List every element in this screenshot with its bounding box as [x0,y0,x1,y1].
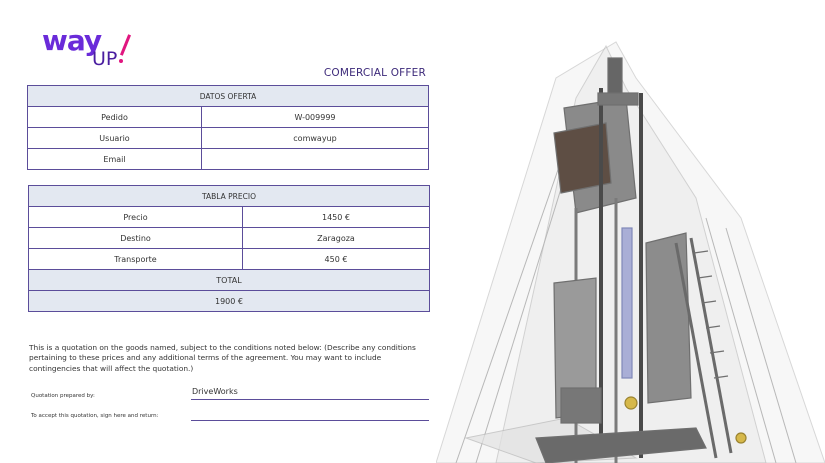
table-row [29,291,430,312]
usuario-label: Usuario [28,128,202,149]
table-row [28,107,429,128]
transporte-value: 450 € [243,249,430,270]
wayup-logo [40,14,130,72]
table-row [28,149,429,170]
pedido-label: Pedido [28,107,202,128]
logo-accent-stroke [120,34,131,56]
table-header-row [28,86,429,107]
precio-label: Precio [29,207,243,228]
logo-accent-dot [119,59,123,63]
table-row [29,228,430,249]
email-label: Email [28,149,202,170]
email-value [202,149,429,170]
table-row [29,207,430,228]
tabla-precio-table [28,185,430,312]
signature-line[interactable] [191,420,429,421]
precio-value: 1450 € [243,207,430,228]
table-row [29,270,430,291]
table-header-row [29,186,430,207]
table-row [28,128,429,149]
transporte-label: Transporte [29,249,243,270]
destino-value: Zaragoza [243,228,430,249]
accept-label: To accept this quotation, sign here and return: [31,413,159,419]
total-value: 1900 € [29,291,430,312]
destino-label: Destino [29,228,243,249]
datos-oferta-header: DATOS OFERTA [28,86,429,107]
prepared-by-line [191,399,429,400]
logo-suffix: UP [92,48,118,70]
table-row [29,249,430,270]
tabla-precio-header: TABLA PRECIO [29,186,430,207]
prepared-by-label: Quotation prepared by: [31,393,95,399]
terms-text: This is a quotation on the goods named, subject to the conditions noted below: (Describe any conditions pertaining to these prices and any additional terms of the agreement. You may want to include contingencies that will affect the quotation.) [29,343,416,373]
prepared-by-value: DriveWorks [192,387,238,396]
logo-word: way [42,24,102,57]
page-title: COMERCIAL OFFER [323,67,426,79]
datos-oferta-table [27,85,429,170]
elevator-3d-render [436,38,825,463]
total-label: TOTAL [29,270,430,291]
pedido-value: W-009999 [202,107,429,128]
usuario-value: comwayup [202,128,429,149]
